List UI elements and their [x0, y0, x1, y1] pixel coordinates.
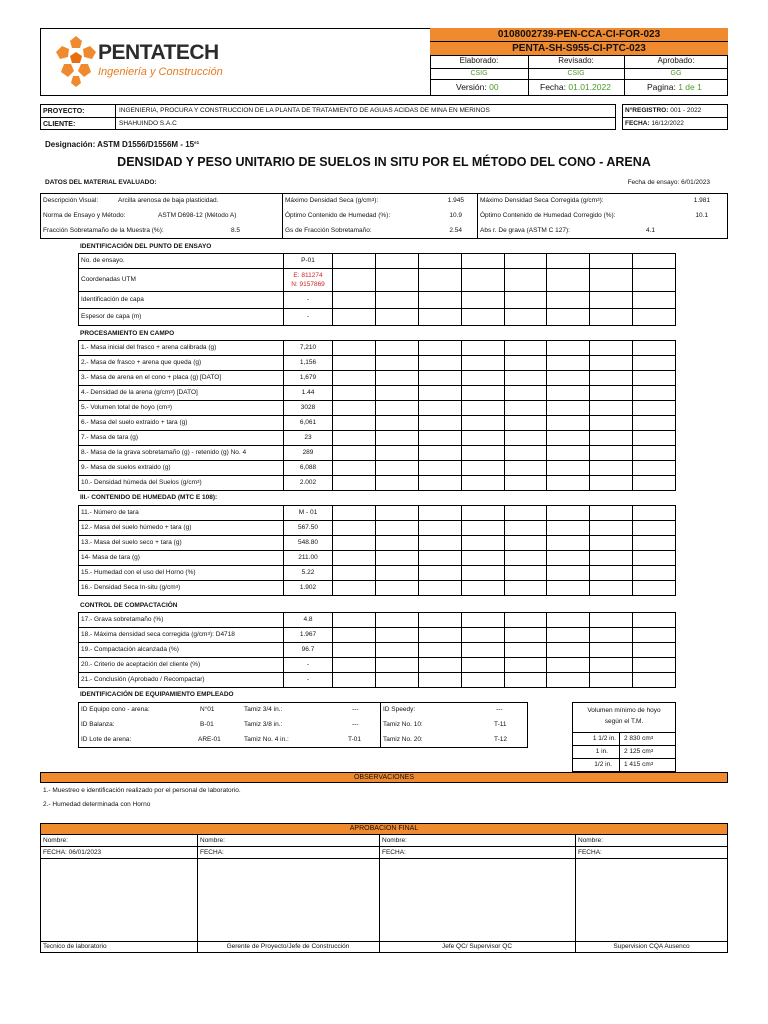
approval-role: Tecnico de laboratorio [43, 943, 107, 950]
norma-label: Norma de Ensayo y Método: [43, 212, 126, 219]
equip-value: T-12 [494, 736, 508, 743]
row-label-end: ) [199, 478, 202, 486]
project-fecha-value: 16/12/2022 [651, 120, 684, 127]
row-label [79, 628, 284, 643]
opt-corr-label: Óptimo Contenido de Humedad Corregido (%): [480, 212, 616, 219]
equip-value: ARE-01 [198, 736, 221, 743]
vol-value-text: 2 830 cm [624, 735, 651, 742]
designation-label: Designación: [45, 140, 96, 149]
vol-sup: 3 [650, 735, 654, 740]
table-row [79, 461, 676, 476]
table-row [79, 536, 676, 551]
utm-values [284, 269, 333, 292]
table-row [79, 476, 676, 491]
table-row [79, 309, 676, 326]
vol-sup: 3 [650, 761, 654, 766]
equip-value: T-11 [494, 721, 507, 728]
approval-fecha: FECHA: [382, 849, 406, 856]
observaciones-title: OBSERVACIONES [353, 774, 415, 781]
version-field [456, 83, 499, 92]
row-label-end: ) [169, 403, 173, 411]
designation [45, 141, 199, 149]
vol-value-text: 1 415 cm [624, 761, 651, 768]
row-label: 9.- Masa de suelos extraido (g) [79, 461, 284, 476]
pagina-value: 1 de 1 [678, 82, 702, 92]
row-label-text: 16.- Densidad Seca In-situ (g/cm [81, 583, 176, 591]
equip-label: Tamiz 3/4 in.: [244, 706, 283, 713]
row-label-end: ) [DATO] [172, 388, 198, 396]
desc-value: Arcilla arenosa de baja plasticidad. [118, 197, 219, 204]
max-corr-label: Máximo Densidad Seca Corregida (g/cm [480, 197, 598, 204]
gs-label: Gs de Fracción Sobretamaño: [285, 227, 372, 234]
humedad-table [78, 505, 676, 596]
row-label: Identificación de capa [79, 292, 284, 309]
page-title: DENSIDAD Y PESO UNITARIO DE SUELOS IN SITU POR EL MÉTODO DEL CONO - ARENA [117, 155, 651, 169]
equip-value: --- [496, 706, 503, 713]
observacion-item: 2.- Humedad determinada con Horno [43, 801, 151, 808]
registro-label: N°REGISTRO: [625, 107, 669, 114]
fecha-value: 01.01.2022 [568, 82, 611, 92]
table-row [79, 371, 676, 386]
table-row [79, 673, 676, 688]
table-row [79, 658, 676, 673]
equip-label: Tamiz 3/8 in.: [244, 721, 283, 728]
id-section-title: IDENTIFICACIÓN DEL PUNTO DE ENSAYO [80, 243, 212, 250]
equip-value: T-01 [348, 736, 362, 743]
registro-field [625, 108, 701, 115]
volume-title-2: según el T.M. [604, 718, 644, 725]
norma-value: ASTM D698-12 (Método A) [158, 212, 237, 219]
approval-role: Supervision CQA Ausenco [613, 943, 690, 950]
max-dens-field: Máximo Densidad Seca $(g/cm^3)$: [285, 197, 379, 204]
doc-code-1: 0108002739-PEN-CCA-CI-FOR-023 [497, 29, 661, 40]
gs-value: 2.54 [449, 227, 462, 234]
row-label: 2.- Masa de frasco + arena que queda (g) [79, 356, 284, 371]
row-value: P-01 [284, 254, 333, 269]
table-row [79, 628, 676, 643]
row-label: Espesor de capa (m) [79, 309, 284, 326]
row-label: Coordenadas UTM [79, 269, 284, 292]
registro-value: 001 - 2022 [670, 107, 702, 114]
approval-nombre: Nombre: [382, 837, 407, 844]
vol-value [624, 736, 653, 743]
approval-title: APROBACION FINAL [349, 825, 419, 832]
max-corr-field: Máximo Densidad Seca Corregida $(g/cm^3)$: [480, 197, 604, 204]
pentagon-logo-icon [52, 32, 100, 90]
row-label-text: 4.- Densidad de la arena (g/cm [81, 388, 171, 396]
designation-sup: e1 [194, 140, 200, 145]
row-label [79, 476, 284, 491]
equip-label: Tamiz No. 4 in.: [244, 736, 289, 743]
row-label: 13.- Masa del suelo seco + tara (g) [79, 536, 284, 551]
max-dens-label: Máximo Densidad Seca (g/cm [285, 197, 372, 204]
row-label-sup: 3 [170, 388, 173, 394]
equipment-title: IDENTIFICACIÓN DE EQUIPAMIENTO EMPLEADO [80, 691, 234, 698]
pagina-field [647, 83, 702, 92]
row-value: 6,061 [284, 416, 333, 431]
fraccion-label: Fracción Sobretamaño de la Muestra (%): [43, 227, 164, 234]
revisado-label: Revisado: [558, 56, 594, 65]
aprobado-value: GG [670, 70, 682, 77]
equipment-rows [78, 702, 528, 748]
approval-fecha: FECHA: [200, 849, 224, 856]
row-label: 6.- Masa del suelo extraido + tara (g) [79, 416, 284, 431]
approval-nombre: Nombre: [578, 837, 603, 844]
project-fecha-field [625, 121, 684, 128]
material-section-label: DATOS DEL MATERIAL EVALUADO: [45, 179, 157, 186]
table-row [79, 254, 676, 269]
row-label-text: 5.- Volumen total de hoyo (cm [81, 403, 168, 411]
row-value: 211.00 [284, 551, 333, 566]
row-value: 23 [284, 431, 333, 446]
row-label [79, 401, 284, 416]
fraccion-value: 8.5 [230, 227, 240, 234]
table-row [79, 521, 676, 536]
proyecto-label: PROYECTO: [43, 108, 85, 115]
row-value: 96.7 [284, 643, 333, 658]
row-value: 1.967 [284, 628, 333, 643]
cliente-label: CLIENTE: [43, 121, 76, 128]
row-label-end: ): D4718 [209, 630, 235, 638]
row-value: 1.44 [284, 386, 333, 401]
utm-east: E: 811274 [293, 271, 323, 279]
row-value: 1.902 [284, 581, 333, 596]
equip-label: ID Balanza: [81, 721, 115, 728]
vol-size: 1 in. [595, 748, 608, 755]
row-label-text: 10.- Densidad húmeda del Suelos (g/cm [81, 478, 197, 486]
row-value: - [284, 658, 333, 673]
table-row [79, 356, 676, 371]
row-label-text: 18.- Máxima densidad seca corregida (g/cm [81, 630, 208, 638]
row-value: 5.22 [284, 566, 333, 581]
equip-label: Tamiz No. 20: [383, 736, 423, 743]
utm-north: N: 9157869 [291, 281, 325, 288]
row-value: 1,679 [284, 371, 333, 386]
row-label-sup: 3 [175, 583, 179, 589]
row-value: 3028 [284, 401, 333, 416]
table-row [79, 446, 676, 461]
approval-role: Jefe QC/ Supervisor QC [441, 943, 513, 950]
id-table [78, 253, 676, 326]
revisado-value: CSIG [567, 70, 585, 77]
row-value: M - 01 [284, 506, 333, 521]
row-label: 7.- Masa de tara (g) [79, 431, 284, 446]
compactacion-title: CONTROL DE COMPACTACIÓN [80, 602, 178, 609]
equip-label: ID Lote de arena: [81, 736, 132, 743]
equip-value: N°01 [200, 706, 215, 713]
row-value: 7,210 [284, 341, 333, 356]
approval-fecha: FECHA: 06/01/2023 [43, 849, 102, 856]
test-date-label: Fecha de ensayo: [627, 179, 680, 186]
company-tagline: Ingeniería y Construcción [98, 66, 223, 78]
test-date [560, 180, 710, 187]
row-value: 2.002 [284, 476, 333, 491]
row-label: 20.- Criterio de aceptación del cliente (%) [79, 658, 284, 673]
row-label-end: ) [178, 583, 181, 591]
row-label-sup: 3 [167, 403, 170, 409]
row-label: 15.- Humedad con el uso del Horno (%) [79, 566, 284, 581]
cliente-value: SHAHUINDO S.A.C [119, 120, 177, 127]
company-logo [52, 32, 100, 90]
company-name: PENTATECH [98, 41, 219, 64]
row-label: No. de ensayo. [79, 254, 284, 269]
row-value: 289 [284, 446, 333, 461]
approval-fecha: FECHA: [578, 849, 602, 856]
pagina-label: Pagina: [647, 82, 676, 92]
opt-hum-value: 10.9 [449, 212, 462, 219]
table-row [79, 431, 676, 446]
proyecto-value: INGENIERIA, PROCURA Y CONSTRUCCION DE LA PLANTA DE TRATAMIENTO DE AGUAS ACIDAS DE MINA EN MERINOS [119, 107, 490, 114]
elaborado-value: CSIG [470, 70, 488, 77]
abs-label: Abs r. De grava (ASTM C 127): [480, 227, 570, 234]
table-row [79, 292, 676, 309]
test-date-value: 6/01/2023 [681, 179, 710, 186]
row-label-sup: 3 [196, 478, 200, 484]
row-value: 6,088 [284, 461, 333, 476]
abs-value: 4.1 [645, 227, 655, 234]
row-label: 17.- Grava sobretamaño (%) [79, 613, 284, 628]
max-corr-value: 1.981 [693, 197, 710, 204]
row-value: 4.8 [284, 613, 333, 628]
table-row [79, 416, 676, 431]
row-value: 567.50 [284, 521, 333, 536]
table-row [79, 566, 676, 581]
aprobado-label: Aprobado: [657, 56, 695, 65]
fecha-field [540, 83, 611, 92]
vol-sup: 3 [650, 748, 654, 753]
table-row [79, 341, 676, 356]
doc-code-2: PENTA-SH-S955-CI-PTC-023 [512, 43, 646, 54]
max-dens-value: 1.945 [447, 197, 464, 204]
table-row [79, 401, 676, 416]
approval-nombre: Nombre: [200, 837, 225, 844]
table-row [79, 269, 676, 292]
vol-value [624, 762, 653, 769]
equip-label: ID Equipo cono - arena: [81, 706, 150, 713]
equip-label: ID Speedy: [383, 706, 416, 713]
project-fecha-label: FECHA: [625, 120, 650, 127]
volume-title-1: Volumen mínimo de hoyo [587, 707, 661, 714]
equip-value: --- [352, 706, 359, 713]
equip-label: Tamiz No. 10: [383, 721, 423, 728]
designation-value: ASTM D1556/D1556M - 15 [97, 140, 195, 149]
elaborado-label: Elaborado: [459, 56, 499, 65]
humedad-title: III.- CONTENIDO DE HUMEDAD (MTC E 108): [80, 494, 218, 501]
compactacion-table [78, 612, 676, 688]
opt-corr-value: 10.1 [695, 212, 708, 219]
row-value: - [284, 292, 333, 309]
row-value: - [284, 673, 333, 688]
campo-title: PROCESAMIENTO EN CAMPO [80, 330, 175, 337]
row-label: 12.- Masa del suelo húmedo + tara (g) [79, 521, 284, 536]
row-label: 14- Masa de tara (g) [79, 551, 284, 566]
version-label: Versión: [456, 82, 487, 92]
row-label: 1.- Masa inicial del frasco + arena calibrada (g) [79, 341, 284, 356]
approval-role: Gerente de Proyecto/Jefe de Construcción [226, 943, 350, 950]
table-row [79, 643, 676, 658]
table-row [79, 581, 676, 596]
version-value: 00 [489, 82, 499, 92]
campo-table [78, 340, 676, 491]
row-label: 21.- Conclusión (Aprobado / Recompactar) [79, 673, 284, 688]
desc-label: Descripción Visual: [43, 197, 99, 204]
row-value: - [284, 309, 333, 326]
row-value: 548.80 [284, 536, 333, 551]
row-value: 1,156 [284, 356, 333, 371]
table-row [79, 551, 676, 566]
table-row [79, 613, 676, 628]
equip-value: --- [352, 721, 359, 728]
opt-hum-label: Óptimo Contenido de Humedad (%): [285, 212, 391, 219]
row-label: 19.- Compactación alcanzada (%) [79, 643, 284, 658]
row-label [79, 386, 284, 401]
fecha-label: Fecha: [540, 82, 566, 92]
observacion-item: 1.- Muestreo e identificación realizado por el personal de laboratorio. [43, 787, 241, 794]
row-label [79, 581, 284, 596]
row-label: 3.- Masa de arena en el cono + placa (g) [DATO] [79, 371, 284, 386]
vol-value [624, 749, 653, 756]
table-row [79, 386, 676, 401]
vol-size: 1 1/2 in. [592, 735, 616, 742]
table-row [79, 506, 676, 521]
equip-value: B-01 [200, 721, 214, 728]
approval-nombre: Nombre: [43, 837, 68, 844]
vol-value-text: 2 125 cm [624, 748, 651, 755]
row-label: 11.- Número de tara [79, 506, 284, 521]
vol-size: 1/2 in. [594, 761, 612, 768]
row-label: 8.- Masa de la grava sobretamaño (g) - retenido (g) No. 4 [79, 446, 284, 461]
row-label-sup: 3 [207, 630, 210, 636]
